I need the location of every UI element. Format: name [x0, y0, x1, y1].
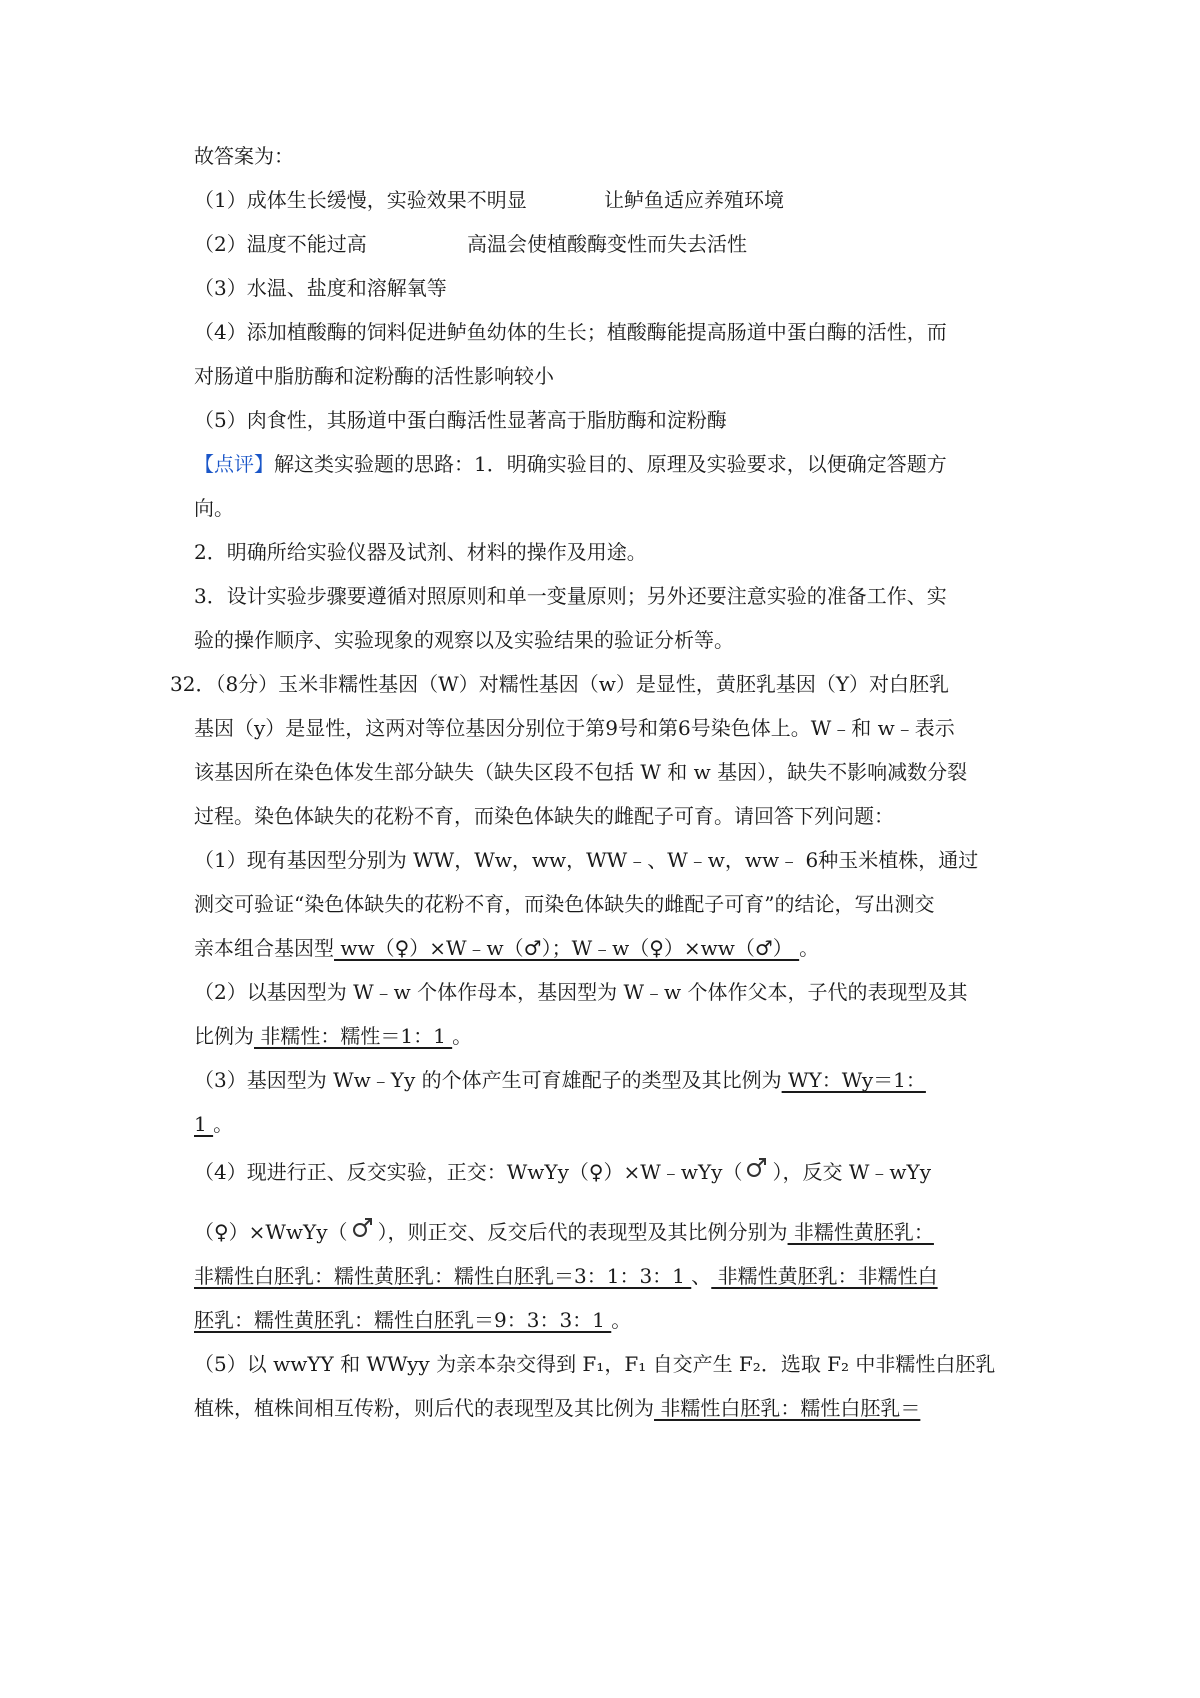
part-4-separator: 、: [691, 1264, 712, 1288]
part-4-line-2: [194, 1218, 934, 1246]
part-1-answer: ww（♀）×W﹣w（♂）；W﹣w（♀）×ww（♂）: [334, 936, 800, 960]
part-1-line-3: [194, 934, 819, 962]
part-3-prefix: （3）基因型为 Ww﹣Yy 的个体产生可育雄配子的类型及其比例为: [194, 1068, 782, 1092]
part-2-answer: 非糯性：糯性＝1：1: [254, 1024, 453, 1048]
comment-tag: 【点评】: [194, 452, 274, 476]
male-symbol-icon: [742, 1158, 772, 1186]
part-2-line-1: （2）以基因型为 W﹣w 个体作母本，基因型为 W﹣w 个体作父本，子代的表现型及其: [194, 980, 968, 1004]
answer-intro: 故答案为：: [194, 144, 294, 168]
part-1-end: 。: [799, 936, 820, 960]
comment-line-1: [194, 450, 947, 478]
part-5-line-2: [194, 1394, 920, 1422]
part-5-prefix: 植株，植株间相互传粉，则后代的表现型及其比例为: [194, 1396, 654, 1420]
part-4-answer-1: 非糯性黄胚乳：: [787, 1220, 934, 1244]
part-2-line-2: [194, 1022, 472, 1050]
part-4-answer-4: 胚乳：糯性黄胚乳：糯性白胚乳＝9：3：3：1: [194, 1308, 612, 1332]
part-3-end: 。: [213, 1112, 234, 1136]
comment-line-2: 向。: [194, 496, 234, 520]
part-3-answer-1: WY：Wy＝1：: [781, 1068, 926, 1092]
comment-line-4: 3．设计实验步骤要遵循对照原则和单一变量原则；另外还要注意实验的准备工作、实: [194, 584, 947, 608]
question-32-line-4: 过程。染色体缺失的花粉不育，而染色体缺失的雌配子可育。请回答下列问题：: [194, 804, 894, 828]
part-2-prefix: 比例为: [194, 1024, 254, 1048]
part-1-prefix: 亲本组合基因型: [194, 936, 334, 960]
male-symbol-icon: [348, 1218, 378, 1246]
part-4-answer-2: 非糯性白胚乳：糯性黄胚乳：糯性白胚乳＝3：1：3：1: [194, 1264, 692, 1288]
answer-4-line-1: （4）添加植酸酶的饲料促进鲈鱼幼体的生长；植酸酶能提高肠道中蛋白酶的活性，而: [194, 320, 947, 344]
comment-line-5: 验的操作顺序、实验现象的观察以及实验结果的验证分析等。: [194, 628, 734, 652]
answer-3: （3）水温、盐度和溶解氧等: [194, 276, 447, 300]
part-1-line-2: 测交可验证“染色体缺失的花粉不育，而染色体缺失的雌配子可育”的结论，写出测交: [194, 892, 935, 916]
part-4-line-1: [194, 1158, 931, 1186]
part-5-answer: 非糯性白胚乳：糯性白胚乳＝: [654, 1396, 921, 1420]
comment-text-1: 解这类实验题的思路：1．明确实验目的、原理及实验要求，以便确定答题方: [274, 452, 947, 476]
part-5-line-1: （5）以 wwYY 和 WWyy 为亲本杂交得到 F₁，F₁ 自交产生 F₂．选取 F₂ 中非糯性白胚乳: [194, 1352, 996, 1376]
part-4-text-2: ），反交 W﹣wYy: [772, 1160, 932, 1184]
part-4-end: 。: [611, 1308, 632, 1332]
answer-1: （1）成体生长缓慢，实验效果不明显: [194, 188, 527, 212]
part-4-answer-3: 非糯性黄胚乳：非糯性白: [711, 1264, 938, 1288]
question-32-line-1: 32．（8分）玉米非糯性基因（W）对糯性基因（w）是显性，黄胚乳基因（Y）对白胚乳: [170, 672, 950, 696]
answer-2-reason: 高温会使植酸酶变性而失去活性: [467, 232, 747, 256]
part-2-end: 。: [452, 1024, 473, 1048]
part-4-text-4: ），则正交、反交后代的表现型及其比例分别为: [377, 1220, 788, 1244]
part-3-line-2: [194, 1110, 233, 1138]
question-32-line-2: 基因（y）是显性，这两对等位基因分别位于第9号和第6号染色体上。W﹣和 w﹣表示: [194, 716, 955, 740]
answer-4-line-2: 对肠道中脂肪酶和淀粉酶的活性影响较小: [194, 364, 554, 388]
question-32-line-3: 该基因所在染色体发生部分缺失（缺失区段不包括 W 和 w 基因），缺失不影响减数分裂: [194, 760, 968, 784]
answer-5: （5）肉食性，其肠道中蛋白酶活性显著高于脂肪酶和淀粉酶: [194, 408, 727, 432]
part-4-text-3: （♀）×WwYy（: [194, 1220, 348, 1244]
answer-1-reason: 让鲈鱼适应养殖环境: [604, 188, 784, 212]
part-4-text-1: （4）现进行正、反交实验，正交：WwYy（♀）×W﹣wYy（: [194, 1160, 743, 1184]
part-3-answer-2: 1: [194, 1112, 214, 1136]
part-3-line-1: [194, 1066, 926, 1094]
answer-2: （2）温度不能过高: [194, 232, 367, 256]
part-1-line-1: （1）现有基因型分别为 WW，Ww，ww，WW﹣、W﹣w，ww﹣ 6种玉米植株，通过: [194, 848, 979, 872]
part-4-line-4: [194, 1306, 631, 1334]
comment-line-3: 2．明确所给实验仪器及试剂、材料的操作及用途。: [194, 540, 647, 564]
part-4-line-3: [194, 1262, 938, 1290]
